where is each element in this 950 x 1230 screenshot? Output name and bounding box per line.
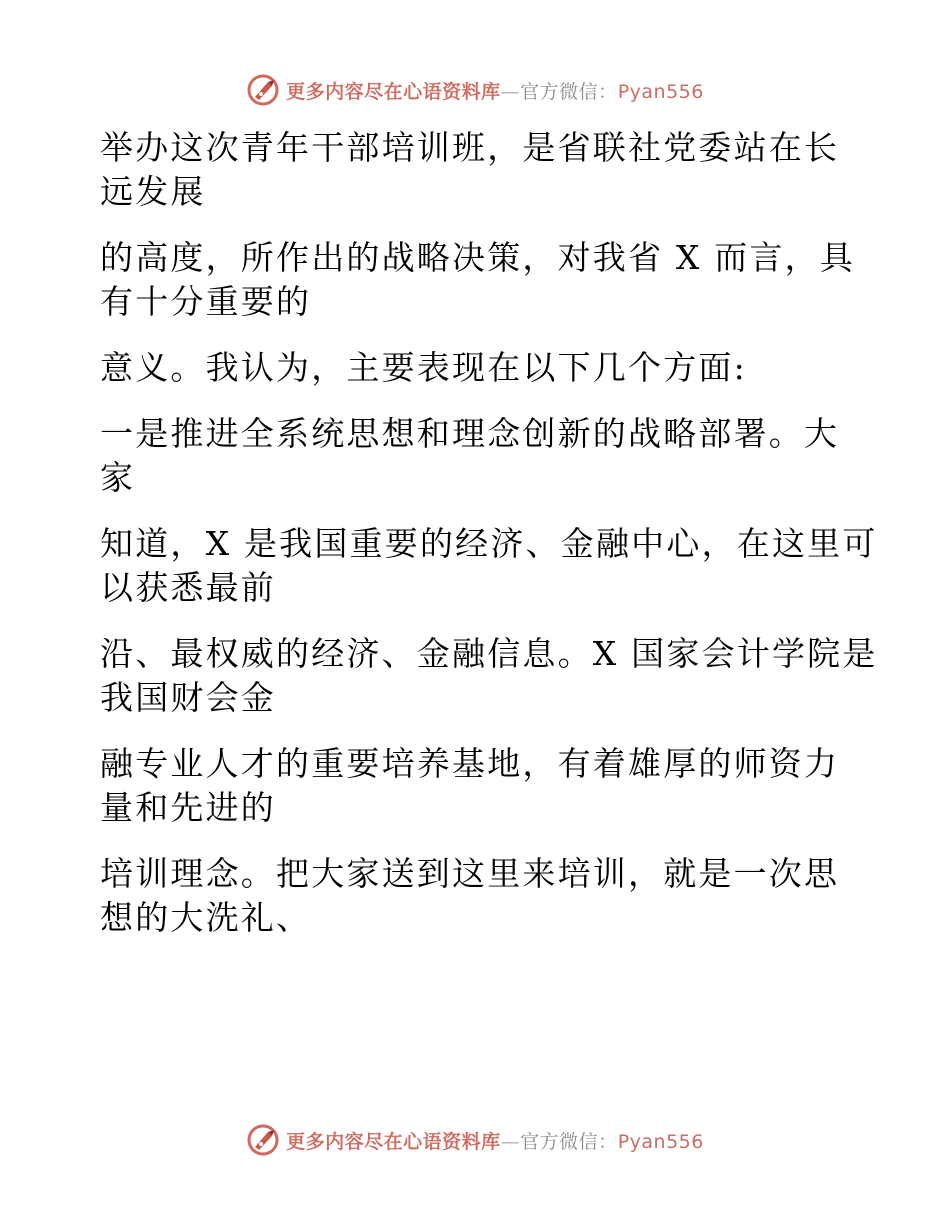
footer-banner xyxy=(0,1120,950,1160)
footer-banner-text: 更多内容尽在心语资料库—官方微信：Pyan556 xyxy=(286,1130,704,1153)
paragraph-2-line-2: 有十分重要的 xyxy=(100,282,312,321)
pen-nib-swirl-icon xyxy=(246,1123,280,1157)
paragraph-2-line-1: 的高度，所作出的战略决策，对我省 X 而言，具 xyxy=(100,238,856,277)
pen-nib-swirl-icon xyxy=(246,73,280,107)
paragraph-4-line-1: 一是推进全系统思想和理念创新的战略部署。大 xyxy=(100,414,840,453)
paragraph-5-line-2: 以获悉最前 xyxy=(100,568,276,607)
paragraph-3-line-1: 意义。我认为，主要表现在以下几个方面: xyxy=(100,348,747,387)
paragraph-7-line-2: 量和先进的 xyxy=(100,788,276,827)
paragraph-6-line-2: 我国财会金 xyxy=(100,678,276,717)
header-banner-text: 更多内容尽在心语资料库—官方微信：Pyan556 xyxy=(286,80,704,103)
paragraph-1-line-1: 举办这次青年干部培训班，是省联社党委站在长 xyxy=(100,128,840,167)
document-body xyxy=(100,126,878,940)
paragraph-1-line-2: 远发展 xyxy=(100,172,206,211)
paragraph-5-line-1: 知道，X 是我国重要的经济、金融中心，在这里可 xyxy=(100,524,878,563)
paragraph-6-line-1: 沿、最权威的经济、金融信息。X 国家会计学院是 xyxy=(100,634,878,673)
header-banner xyxy=(0,70,950,110)
paragraph-8-line-2: 想的大洗礼、 xyxy=(100,898,312,937)
paragraph-4-line-2: 家 xyxy=(100,458,136,497)
paragraph-7-line-1: 融专业人才的重要培养基地，有着雄厚的师资力 xyxy=(100,744,840,783)
paragraph-8-line-1: 培训理念。把大家送到这里来培训，就是一次思 xyxy=(100,854,840,893)
